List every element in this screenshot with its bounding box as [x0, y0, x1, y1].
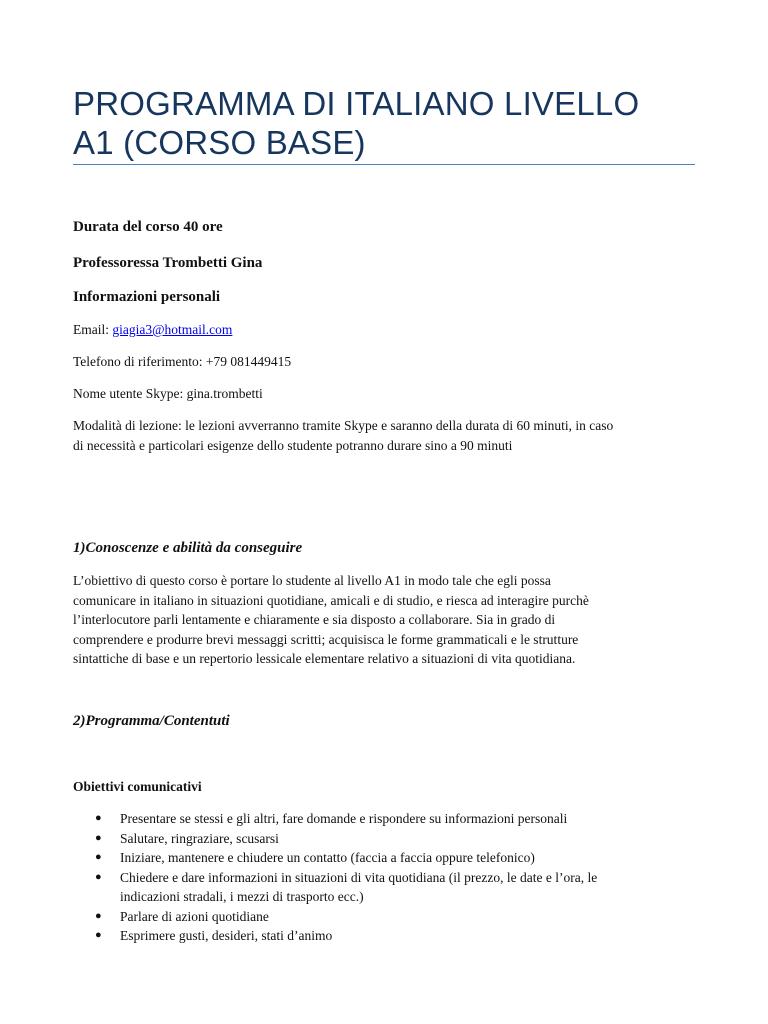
- list-item-text: Salutare, ringraziare, scusarsi: [120, 830, 279, 846]
- email-label: Email:: [73, 322, 113, 337]
- list-item: [73, 907, 713, 927]
- bullet-icon: ●: [95, 851, 102, 863]
- bullet-icon: ●: [95, 929, 102, 941]
- list-item: [73, 809, 713, 829]
- document-title: [73, 84, 703, 162]
- list-item-text: Chiedere e dare informazioni in situazioni di vita quotidiana (il prezzo, le date e l’ora, le: [120, 869, 598, 885]
- objectives-heading: Obiettivi comunicativi: [73, 779, 202, 794]
- bullet-icon: ●: [95, 909, 102, 922]
- skype-line: Nome utente Skype: gina.trombetti: [73, 386, 263, 401]
- list-item: [73, 829, 713, 849]
- list-item: [73, 868, 713, 907]
- section-1-heading: 1)Conoscenze e abilità da conseguire: [73, 540, 303, 556]
- title-line-2: A1 (CORSO BASE): [73, 124, 366, 161]
- teacher-name: Professoressa Trombetti Gina: [73, 255, 263, 271]
- objectives-list: [73, 809, 713, 946]
- section-1-line: sintattiche di base e un repertorio lessicale elementare relativo a situazioni di vita quotidiana.: [73, 651, 576, 666]
- lesson-mode-line: Modalità di lezione: le lezioni avverranno tramite Skype e saranno della durata di 60 minuti, in caso: [73, 418, 614, 433]
- list-item-text: Esprimere gusti, desideri, stati d’animo: [120, 928, 333, 943]
- phone-line: Telefono di riferimento: +79 081449415: [73, 354, 292, 369]
- section-1-line: comunicare in italiano in situazioni quotidiane, amicali e di studio, e riesca ad interagire purchè: [73, 592, 589, 608]
- bullet-icon: ●: [95, 831, 102, 844]
- email-link[interactable]: giagia3@hotmail.com: [112, 322, 233, 337]
- section-1-line: comprendere e produrre brevi messaggi scritti; acquisisca le forme grammaticali e le strutture: [73, 631, 579, 647]
- list-item-text: Parlare di azioni quotidiane: [120, 908, 269, 924]
- list-item-text: Iniziare, mantenere e chiudere un contatto (faccia a faccia oppure telefonico): [120, 850, 535, 865]
- list-item-text: indicazioni stradali, i mezzi di trasporto ecc.): [120, 889, 364, 904]
- list-item-text: Presentare se stessi e gli altri, fare domande e rispondere su informazioni personali: [120, 811, 568, 826]
- lesson-mode-line: di necessità e particolari esigenze dello studente potranno durare sino a 90 minuti: [73, 437, 513, 453]
- course-duration: Durata del corso 40 ore: [73, 219, 223, 235]
- title-line-1: PROGRAMMA DI ITALIANO LIVELLO: [73, 85, 640, 122]
- bullet-icon: ●: [95, 812, 102, 824]
- bullet-icon: ●: [95, 870, 102, 883]
- section-1-paragraph: [73, 571, 713, 669]
- title-underline: [73, 164, 695, 165]
- lesson-mode-paragraph: [73, 416, 713, 455]
- section-1-line: l’interlocutore parli lentamente e chiaramente e sia disposto a collaborare. Sia in grado di: [73, 612, 556, 627]
- section-2-heading: 2)Programma/Contentuti: [73, 713, 230, 729]
- section-1-line: L’obiettivo di questo corso è portare lo studente al livello A1 in modo tale che egli possa: [73, 573, 551, 588]
- list-item: [73, 848, 713, 868]
- list-item: [73, 926, 713, 946]
- personal-info-heading: Informazioni personali: [73, 289, 221, 305]
- email-line: [73, 322, 232, 338]
